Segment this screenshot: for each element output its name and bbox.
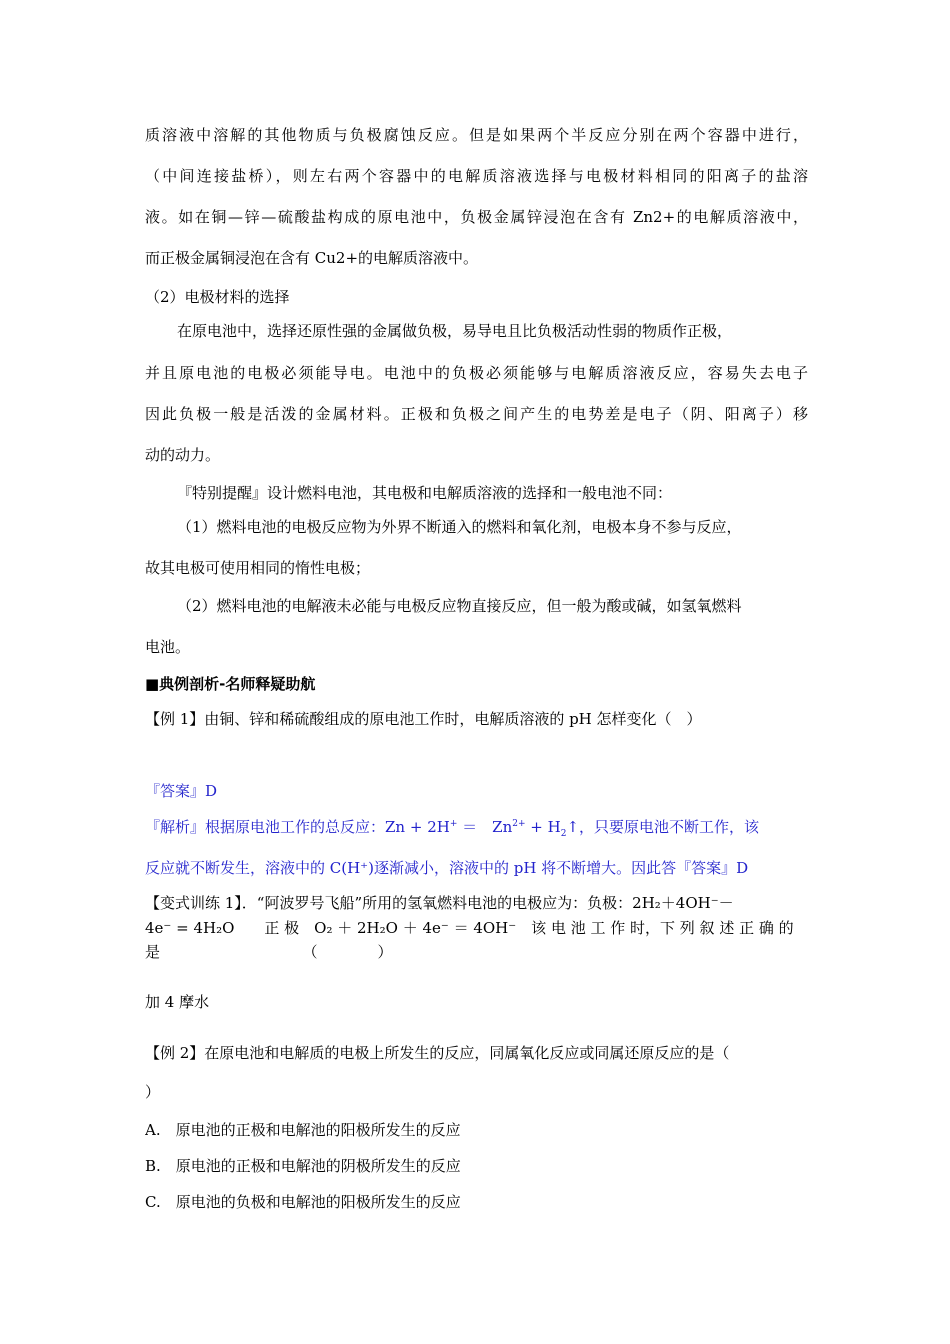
section2-line4: 动的动力。 — [145, 446, 221, 464]
example2-option-c: C. 原电池的负极和电解池的阳极所发生的反应 — [145, 1193, 461, 1211]
explain-sup1: + — [449, 819, 458, 829]
example1-question: 【例 1】由铜、锌和稀硫酸组成的原电池工作时，电解质溶液的 pH 怎样变化（ ） — [145, 710, 702, 728]
example1-answer: 『答案』D — [145, 782, 218, 800]
section2-line2: 并且原电池的电极必须能导电。电池中的负极必须能够与电解质溶液反应，容易失去电子 — [145, 364, 808, 382]
explain-post: ↑，只要原电池不断工作，该 — [566, 818, 760, 836]
explain-sup2: 2+ — [512, 819, 526, 829]
example2-question: 【例 2】在原电池和电解质的电极上所发生的反应，同属氧化反应或同属还原反应的是（ — [145, 1044, 730, 1062]
tip-p2-line2: 电池。 — [145, 638, 191, 656]
explain-sub: 2 — [560, 829, 567, 837]
section2-line3: 因此负极一般是活泼的金属材料。正极和负极之间产生的电势差是电子（阴、阳离子）移 — [145, 405, 808, 423]
explain-pre: 『解析』根据原电池工作的总反应：Zn + 2H — [145, 818, 450, 836]
example2-question-end: ） — [145, 1083, 161, 1101]
para1-line3: 液。如在铜—锌—硫酸盐构成的原电池中，负极金属锌浸泡在含有 Zn2+的电解质溶液中， — [145, 208, 808, 226]
variant1-line2: 4e⁻ = 4H₂O 正 极 O₂ ＋ 2H₂O ＋ 4e⁻ ＝ 4OH⁻ 该 电 池 工 作 时，下 列 叙 述 正 确 的 — [145, 919, 794, 937]
example1-explanation-line1 — [145, 817, 808, 837]
variant1-line1: 【变式训练 1】．“阿波罗号飞船”所用的氢氧燃料电池的电极应为：负极：2H₂＋4OH⁻－ — [145, 894, 734, 912]
example1-explanation-line2: 反应就不断发生，溶液中的 C(H⁺)逐渐减小，溶液中的 pH 将不断增大。因此答『答案』D — [145, 859, 749, 877]
analysis-heading: ■典例剖析-名师释疑助航 — [145, 675, 316, 693]
tip-p1-line1: （1）燃料电池的电极反应物为外界不断通入的燃料和氧化剂，电极本身不参与反应， — [177, 518, 742, 536]
explain-mid: + H — [525, 818, 561, 836]
tip-intro: 『特别提醒』设计燃料电池，其电极和电解质溶液的选择和一般电池不同： — [177, 484, 673, 502]
tip-p1-line2: 故其电极可使用相同的惰性电极； — [145, 559, 371, 577]
explain-eq: ＝ Zn — [457, 818, 513, 836]
para1-line4: 而正极金属铜浸泡在含有 Cu2+的电解质溶液中。 — [145, 249, 479, 267]
section2-line1: 在原电池中，选择还原性强的金属做负极，易导电且比负极活动性弱的物质作正极， — [177, 322, 733, 340]
example2-option-b: B. 原电池的正极和电解池的阴极所发生的反应 — [145, 1157, 461, 1175]
section2-heading: （2）电极材料的选择 — [145, 288, 290, 306]
variant1-line3: 是 （ ） — [145, 943, 393, 961]
para1-line2: （中间连接盐桥），则左右两个容器中的电解质溶液选择与电极材料相同的阳离子的盐溶 — [145, 167, 808, 185]
variant1-option-b-cont: 加 4 摩水 — [145, 993, 210, 1011]
example2-option-a: A. 原电池的正极和电解池的阳极所发生的反应 — [145, 1121, 461, 1139]
tip-p2-line1: （2）燃料电池的电解液未必能与电极反应物直接反应，但一般为酸或碱，如氢氧燃料 — [177, 597, 742, 615]
para1-line1: 质溶液中溶解的其他物质与负极腐蚀反应。但是如果两个半反应分别在两个容器中进行， — [145, 126, 808, 144]
